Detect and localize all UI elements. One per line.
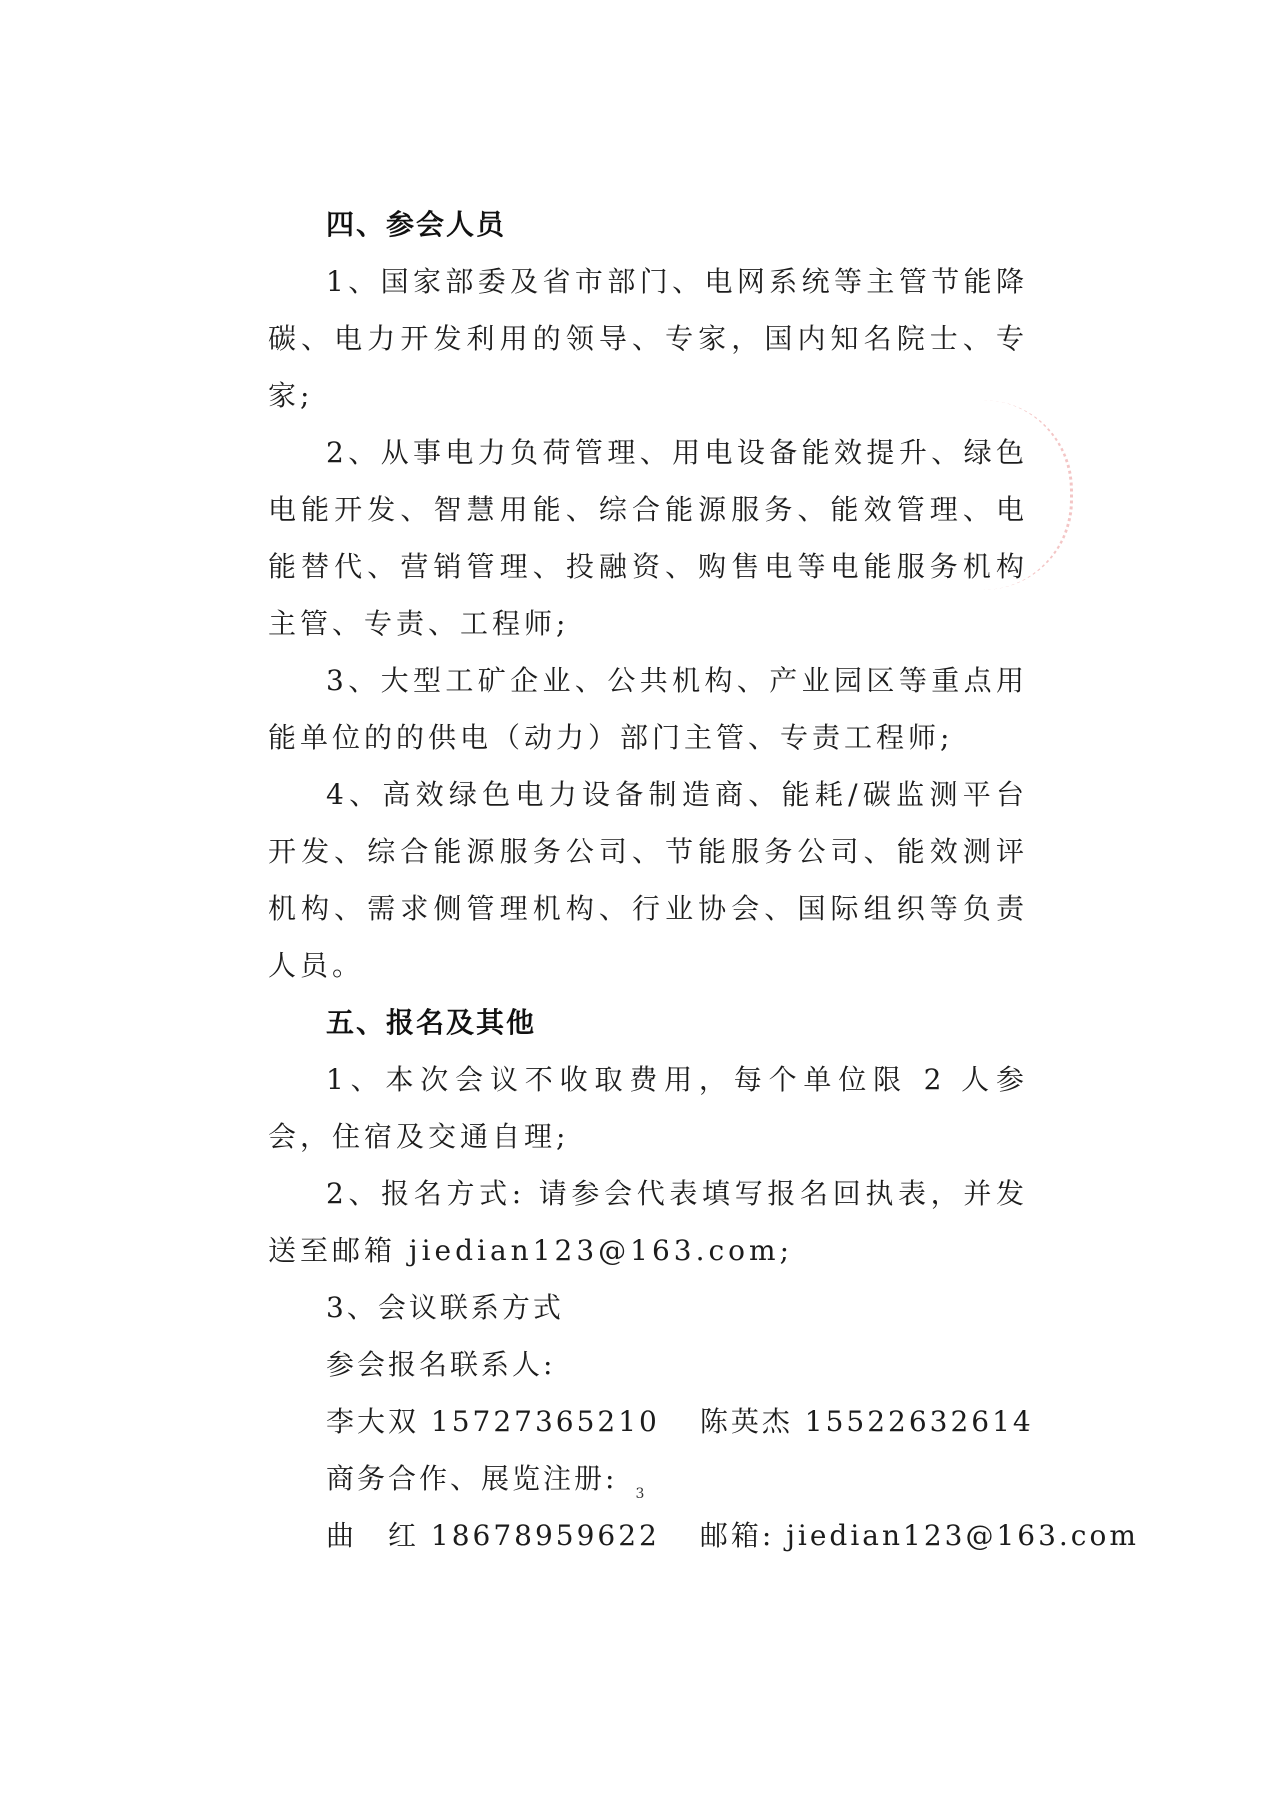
registration-contacts [268,1393,1034,1450]
section-heading-registration: 五、报名及其他 [326,1006,537,1039]
contact-person-3: 曲 红 18678959622 [326,1519,660,1552]
attendee-item-1: 1、国家部委及省市部门、电网系统等主管节能降碳、电力开发利用的领导、专家，国内知名院士、专家; [268,265,1028,412]
document-body [268,196,1139,1564]
contact-person-2: 陈英杰 15522632614 [699,1405,1034,1438]
business-contact-label: 商务合作、展览注册: [326,1462,618,1495]
attendee-item-3: 3、大型工矿企业、公共机构、产业园区等重点用能单位的的供电（动力）部门主管、专责工程师; [268,664,1028,754]
business-contacts [268,1507,1139,1564]
contact-email: 邮箱: jiedian123@163.com [699,1519,1139,1552]
attendee-item-4: 4、高效绿色电力设备制造商、能耗/碳监测平台开发、综合能源服务公司、节能服务公司、能效测评机构、需求侧管理机构、行业协会、国际组织等负责人员。 [268,778,1028,982]
attendee-item-2: 2、从事电力负荷管理、用电设备能效提升、绿色电能开发、智慧用能、综合能源服务、能效管理、电能替代、营销管理、投融资、购售电等电能服务机构主管、专责、工程师; [268,436,1028,640]
page-number: 3 [635,1486,645,1502]
contact-title: 3、会议联系方式 [326,1291,564,1324]
section-heading-attendees: 四、参会人员 [326,208,507,241]
registration-contact-label: 参会报名联系人: [326,1348,556,1381]
contact-person-1: 李大双 15727365210 [326,1405,660,1438]
registration-item-1: 1、本次会议不收取费用，每个单位限 2 人参会，住宿及交通自理; [268,1063,1028,1153]
registration-item-2: 2、报名方式: 请参会代表填写报名回执表，并发送至邮箱 jiedian123@163.com; [268,1177,1028,1267]
